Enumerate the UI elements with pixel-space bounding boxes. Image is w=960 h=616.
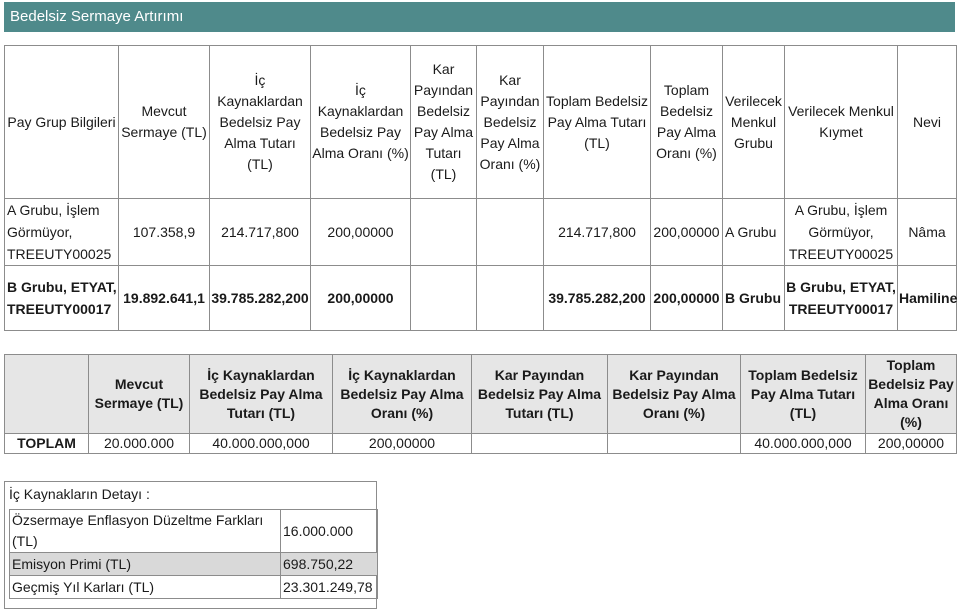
table-cell: 107.358,9: [119, 199, 210, 266]
source-value: 23.301.249,78: [281, 576, 378, 599]
table-row: [10, 553, 378, 576]
col-header: Kar Payından Bedelsiz Pay Alma Oranı (%): [477, 46, 544, 199]
table-cell: 200,00000: [311, 266, 411, 331]
source-label: Geçmiş Yıl Karları (TL): [10, 576, 281, 599]
col-header: Pay Grup Bilgileri: [5, 46, 119, 199]
header-row: [5, 46, 957, 199]
table-cell: 39.785.282,200: [544, 266, 651, 331]
table-row: [10, 576, 378, 599]
table-row: [5, 266, 957, 331]
table-cell: B Grubu, ETYAT, TREEUTY00017: [785, 266, 898, 331]
source-value: 16.000.000: [281, 510, 378, 553]
col-header: İç Kaynaklardan Bedelsiz Pay Alma Oranı (%): [333, 355, 472, 434]
table-cell: 200,00000: [333, 434, 472, 454]
table-cell: 214.717,800: [210, 199, 311, 266]
table-cell: Hamiline: [898, 266, 957, 331]
table-cell: [472, 434, 608, 454]
internal-sources-panel: [4, 481, 377, 609]
total-row: [5, 434, 957, 454]
table-cell: A Grubu, İşlem Görmüyor, TREEUTY00025: [785, 199, 898, 266]
col-header: İç Kaynaklardan Bedelsiz Pay Alma Tutarı (TL): [190, 355, 333, 434]
table-cell: 200,00000: [311, 199, 411, 266]
table-cell: 40.000.000,000: [190, 434, 333, 454]
col-header: Kar Payından Bedelsiz Pay Alma Tutarı (TL): [472, 355, 608, 434]
source-label: Özsermaye Enflasyon Düzeltme Farkları (TL): [10, 510, 281, 553]
table-cell: 39.785.282,200: [210, 266, 311, 331]
table-cell: 40.000.000,000: [741, 434, 866, 454]
table-cell: 200,00000: [651, 266, 723, 331]
table-cell: [608, 434, 741, 454]
internal-sources-title: İç Kaynakların Detayı :: [9, 486, 150, 502]
table-cell: [477, 199, 544, 266]
col-header: Toplam Bedelsiz Pay Alma Tutarı (TL): [544, 46, 651, 199]
col-header: Nevi: [898, 46, 957, 199]
table-cell: 214.717,800: [544, 199, 651, 266]
col-header: Toplam Bedelsiz Pay Alma Oranı (%): [651, 46, 723, 199]
col-header: Verilecek Menkul Kıymet: [785, 46, 898, 199]
col-header: Verilecek Menkul Grubu: [723, 46, 785, 199]
col-header: İç Kaynaklardan Bedelsiz Pay Alma Oranı (%): [311, 46, 411, 199]
source-label: Emisyon Primi (TL): [10, 553, 281, 576]
table-cell: [411, 266, 477, 331]
table-row: [10, 510, 378, 553]
table-cell: 20.000.000: [89, 434, 190, 454]
totals-table: [4, 354, 957, 454]
source-value: 698.750,22: [281, 553, 378, 576]
col-header: Mevcut Sermaye (TL): [119, 46, 210, 199]
col-header: Mevcut Sermaye (TL): [89, 355, 190, 434]
col-header: İç Kaynaklardan Bedelsiz Pay Alma Tutarı (TL): [210, 46, 311, 199]
table-cell: Nâma: [898, 199, 957, 266]
table-row: [5, 199, 957, 266]
col-header: Kar Payından Bedelsiz Pay Alma Tutarı (TL): [411, 46, 477, 199]
col-header: Kar Payından Bedelsiz Pay Alma Oranı (%): [608, 355, 741, 434]
table-cell: 200,00000: [866, 434, 957, 454]
table-cell: [411, 199, 477, 266]
col-header: [5, 355, 89, 434]
share-group-table: [4, 45, 957, 331]
table-cell: 200,00000: [651, 199, 723, 266]
table-cell: A Grubu: [723, 199, 785, 266]
section-title: Bedelsiz Sermaye Artırımı: [10, 8, 184, 25]
table-cell: B Grubu: [723, 266, 785, 331]
header-row: [5, 355, 957, 434]
col-header: Toplam Bedelsiz Pay Alma Tutarı (TL): [741, 355, 866, 434]
internal-sources-table: [9, 509, 378, 599]
table-cell: A Grubu, İşlem Görmüyor, TREEUTY00025: [5, 199, 119, 266]
table-cell: B Grubu, ETYAT, TREEUTY00017: [5, 266, 119, 331]
total-label: TOPLAM: [5, 434, 89, 454]
section-title-bar: [4, 2, 955, 32]
table-cell: [477, 266, 544, 331]
table-cell: 19.892.641,1: [119, 266, 210, 331]
col-header: Toplam Bedelsiz Pay Alma Oranı (%): [866, 355, 957, 434]
